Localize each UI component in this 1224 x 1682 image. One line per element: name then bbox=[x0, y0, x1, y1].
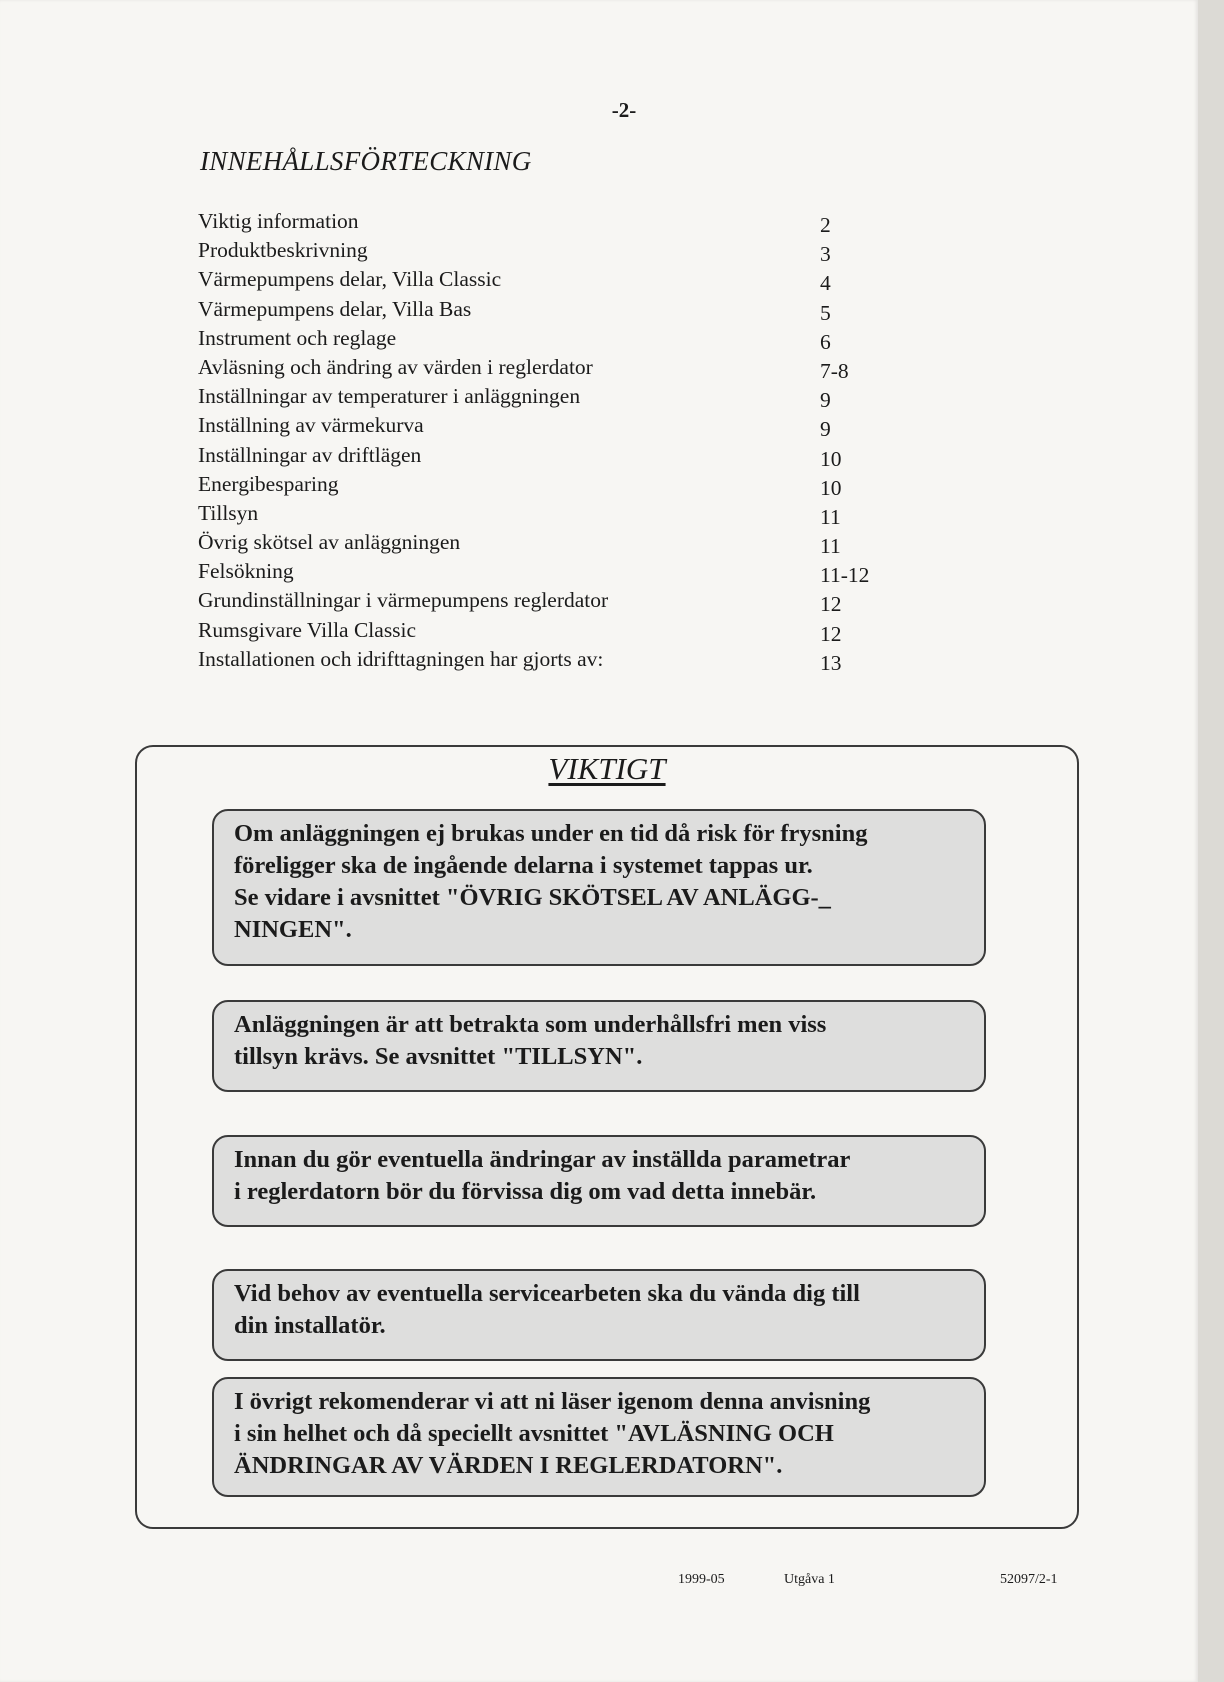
toc-entry-page: 9 bbox=[820, 388, 831, 413]
toc-entry-label: Viktig information bbox=[198, 209, 359, 233]
toc-entry-label: Värmepumpens delar, Villa Classic bbox=[198, 267, 502, 292]
notice-line: Se vidare i avsnittet "ÖVRIG SKÖTSEL AV ANLÄGG-_ bbox=[234, 884, 831, 911]
toc-entry bbox=[198, 324, 878, 353]
notice-line: tillsyn krävs. Se avsnittet "TILLSYN". bbox=[234, 1043, 643, 1070]
notice-line: din installatör. bbox=[234, 1312, 386, 1339]
toc-entry-page: 9 bbox=[820, 417, 831, 442]
toc-entry bbox=[198, 557, 878, 586]
toc-entry-label: Produktbeskrivning bbox=[198, 238, 368, 263]
toc-entry-page: 12 bbox=[820, 621, 842, 646]
notice-box-frost bbox=[212, 809, 986, 966]
notice-line: i sin helhet och då speciellt avsnittet "AVLÄSNING OCH bbox=[234, 1420, 834, 1447]
toc-entry-page: 2 bbox=[820, 213, 831, 237]
notice-line: Om anläggningen ej brukas under en tid då risk för frysning bbox=[234, 820, 868, 847]
notice-line: ÄNDRINGAR AV VÄRDEN I REGLERDATORN". bbox=[234, 1452, 783, 1479]
toc-entry-label: Rumsgivare Villa Classic bbox=[198, 617, 417, 642]
toc-entry-label: Avläsning och ändring av värden i reglerdator bbox=[198, 354, 593, 379]
toc-entry-page: 10 bbox=[820, 475, 842, 500]
toc-entry bbox=[198, 586, 878, 615]
page-edge-shadow bbox=[1198, 0, 1224, 1682]
toc-entry bbox=[198, 411, 878, 440]
footer-document-code: 52097/2-1 bbox=[1000, 1572, 1058, 1587]
toc-entry bbox=[198, 353, 878, 382]
toc-entry bbox=[198, 236, 878, 265]
toc-entry bbox=[198, 207, 878, 236]
toc-entry-page: 7-8 bbox=[820, 358, 849, 383]
toc-entry-label: Grundinställningar i värmepumpens reglerdator bbox=[198, 588, 609, 613]
notice-line: NINGEN". bbox=[234, 916, 352, 943]
table-of-contents bbox=[198, 207, 878, 674]
footer-edition: Utgåva 1 bbox=[784, 1572, 835, 1587]
notice-box-recommendation bbox=[212, 1377, 986, 1497]
notice-line: Innan du gör eventuella ändringar av inställda parametrar bbox=[234, 1146, 851, 1173]
toc-entry-page: 5 bbox=[820, 300, 831, 325]
toc-entry-label: Inställningar av driftlägen bbox=[198, 442, 422, 467]
notice-line: Anläggningen är att betrakta som underhållsfri men viss bbox=[234, 1011, 827, 1038]
toc-entry bbox=[198, 382, 878, 411]
toc-entry bbox=[198, 265, 878, 294]
toc-entry-page: 11-12 bbox=[820, 563, 870, 588]
toc-entry-page: 6 bbox=[820, 329, 831, 354]
important-heading: VIKTIGT bbox=[548, 751, 666, 786]
footer-date: 1999-05 bbox=[678, 1572, 725, 1587]
toc-entry-label: Installationen och idrifttagningen har gjorts av: bbox=[198, 646, 604, 671]
notice-box-maintenance bbox=[212, 1000, 986, 1092]
toc-entry-page: 10 bbox=[820, 446, 842, 471]
toc-entry bbox=[198, 616, 878, 645]
toc-entry-label: Energibesparing bbox=[198, 471, 339, 496]
toc-entry bbox=[198, 528, 878, 557]
notice-line: I övrigt rekomenderar vi att ni läser igenom denna anvisning bbox=[234, 1388, 871, 1415]
toc-entry-label: Instrument och reglage bbox=[198, 325, 397, 350]
toc-entry-label: Tillsyn bbox=[198, 500, 259, 525]
page-number: -2- bbox=[611, 98, 637, 122]
toc-entry-label: Övrig skötsel av anläggningen bbox=[198, 530, 461, 555]
toc-entry-label: Värmepumpens delar, Villa Bas bbox=[198, 296, 472, 321]
toc-entry-label: Inställningar av temperaturer i anläggningen bbox=[198, 384, 581, 409]
toc-title: INNEHÅLLSFÖRTECKNING bbox=[200, 146, 532, 176]
toc-entry bbox=[198, 295, 878, 324]
toc-entry-page: 4 bbox=[820, 271, 831, 296]
important-notice-frame bbox=[135, 745, 1079, 1529]
toc-entry-page: 11 bbox=[820, 534, 841, 559]
toc-entry bbox=[198, 645, 878, 674]
toc-entry-label: Felsökning bbox=[198, 559, 294, 584]
notice-line: i reglerdatorn bör du förvissa dig om vad detta innebär. bbox=[234, 1178, 817, 1205]
toc-entry bbox=[198, 499, 878, 528]
toc-entry bbox=[198, 441, 878, 470]
toc-entry-label: Inställning av värmekurva bbox=[198, 413, 424, 438]
toc-entry-page: 13 bbox=[820, 650, 842, 675]
notice-box-service bbox=[212, 1269, 986, 1361]
toc-entry-page: 11 bbox=[820, 504, 841, 529]
notice-line: Vid behov av eventuella servicearbeten ska du vända dig till bbox=[234, 1280, 860, 1307]
toc-entry-page: 3 bbox=[820, 242, 831, 267]
toc-entry-page: 12 bbox=[820, 592, 842, 617]
toc-entry bbox=[198, 470, 878, 499]
notice-box-parameters bbox=[212, 1135, 986, 1227]
notice-line: föreligger ska de ingående delarna i systemet tappas ur. bbox=[234, 852, 813, 879]
